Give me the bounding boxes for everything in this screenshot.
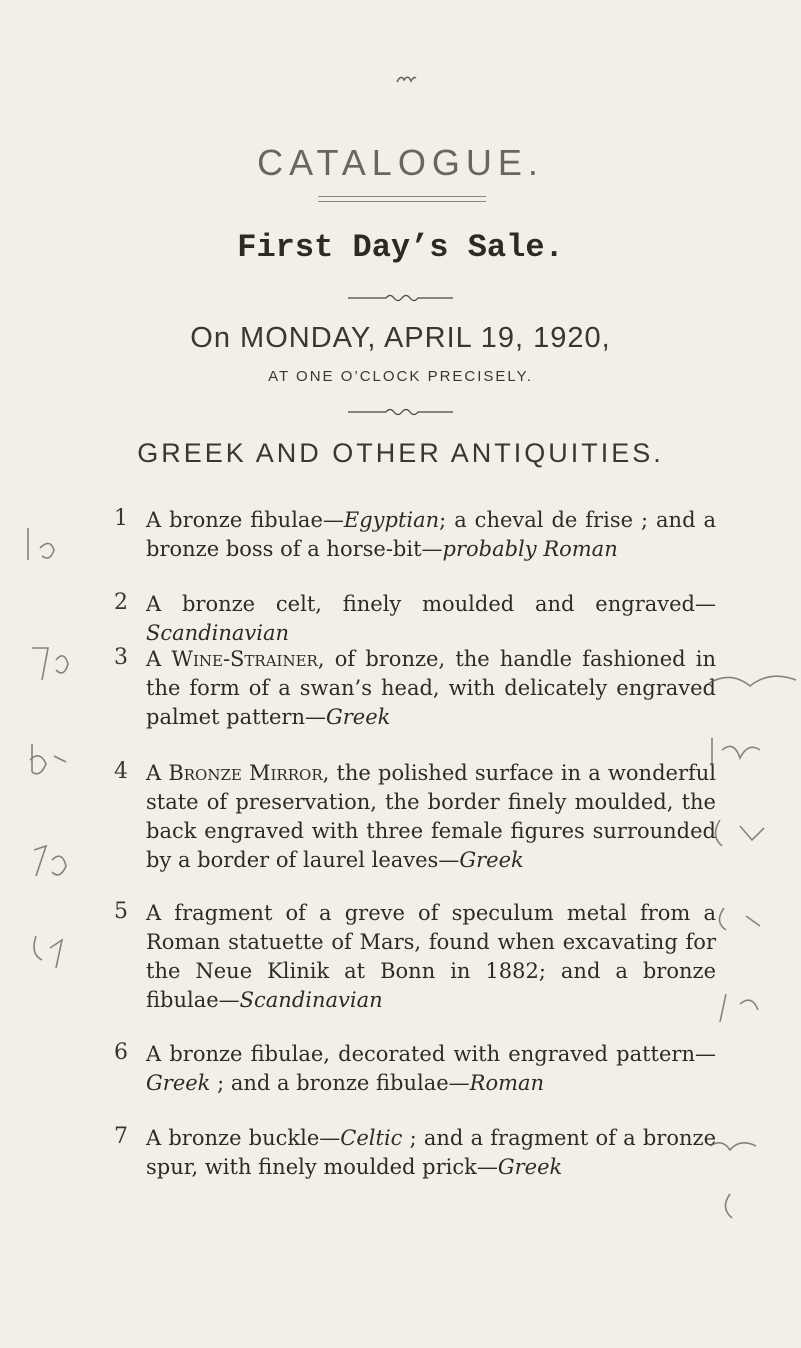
lot-description: A fragment of a greve of speculum metal from a Roman statuette of Mars, found when excavating for the Neue Klinik at Bonn in 1882; and a bronze fibulae—Scandinavian [146, 901, 716, 1012]
pencil-annotation-right-icon [700, 590, 801, 1230]
lot-description: A bronze fibulae—Egyptian; a cheval de frise ; and a bronze boss of a horse-bit—probably Roman [146, 508, 716, 561]
lot-number: 2 [114, 590, 128, 615]
pencil-annotation-left-icon [20, 520, 80, 1000]
sale-time: AT ONE O’CLOCK PRECISELY. [268, 368, 533, 385]
lot-number: 6 [114, 1040, 128, 1065]
lot-description: A Bronze Mirror, the polished surface in a wonderful state of preservation, the border finely moulded, the back engraved with three female figures surrounded by a border of laurel leaves—Greek [146, 761, 716, 872]
sale-date: On MONDAY, APRIL 19, 1920, [190, 322, 611, 354]
lot-number: 4 [114, 759, 128, 784]
section-heading: GREEK AND OTHER ANTIQUITIES. [137, 438, 664, 468]
lot-number: 7 [114, 1124, 128, 1149]
lot-number: 1 [114, 506, 128, 531]
sale-title: First Day’s Sale. [237, 229, 564, 266]
lot-description: A bronze celt, finely moulded and engraved—Scandinavian [146, 592, 716, 645]
lot-number: 5 [114, 899, 128, 924]
lot-number: 3 [114, 645, 128, 670]
lot-description: A Wine-Strainer, of bronze, the handle fashioned in the form of a swan’s head, with delicately engraved palmet pattern—Greek [146, 647, 716, 729]
lot-description: A bronze fibulae, decorated with engraved pattern—Greek ; and a bronze fibulae—Roman [146, 1042, 716, 1095]
catalogue-title: CATALOGUE. [257, 142, 544, 183]
lot-description: A bronze buckle—Celtic ; and a fragment of a bronze spur, with finely moulded prick—Greek [146, 1126, 717, 1179]
